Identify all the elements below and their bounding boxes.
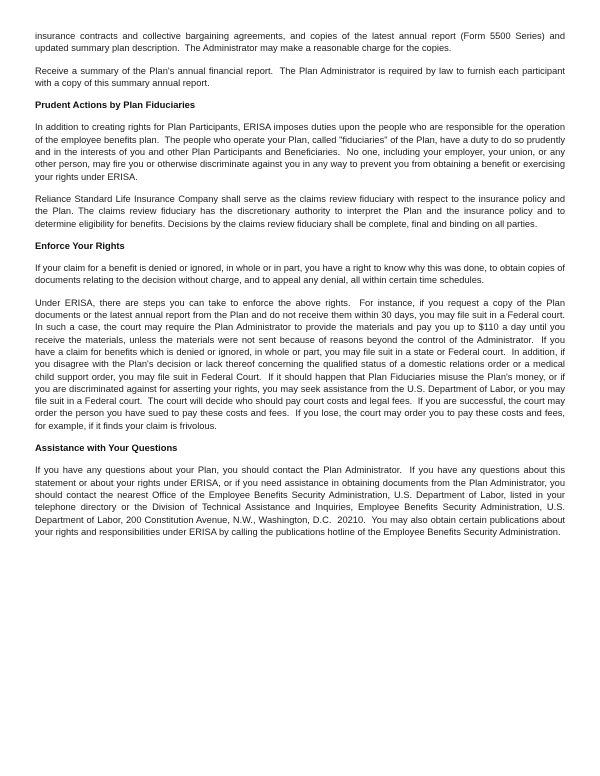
section-heading: Enforce Your Rights <box>35 239 125 251</box>
body-paragraph: Receive a summary of the Plan's annual financial report. The Plan Administrator is required by law to furnish each participant with a copy of this summary annual report. <box>35 65 568 88</box>
body-paragraph: If your claim for a benefit is denied or ignored, in whole or in part, you have a right to know why this was done, to obtain copies of documents relating to the decision without charge, and to appeal any denial, all within certain time schedules. <box>35 263 568 286</box>
body-paragraph: Reliance Standard Life Insurance Company shall serve as the claims review fiduciary with respect to the insurance policy and the Plan. The claims review fiduciary has the discretionary authority to interpret the Plan and the insurance policy and to determine eligibility for benefits. Decisions by the claims review fiduciary shall be complete, final and binding on all parties. <box>35 193 568 229</box>
body-paragraph: If you have any questions about your Plan, you should contact the Plan Administrator. If you have any questions about this statement or about your rights under ERISA, or if you need assistance in obtaining documents from the Plan Administrator, you should contact the nearest Office of the Employee Benefits Security Administration, U.S. Department of Labor, listed in your telephone directory or the Division of Technical Assistance and Inquiries, Employee Benefits Security Administration, U.S. Department of Labor, 200 Constitution Avenue, N.W., Washington, D.C. 20210. You may also obtain certain publications about your rights and responsibilities under ERISA by calling the publications hotline of the Employee Benefits Security Administration. <box>35 465 568 537</box>
body-paragraph: insurance contracts and collective bargaining agreements, and copies of the latest annual report (Form 5500 Series) and updated summary plan description. The Administrator may make a reasonable charge for the copies. <box>35 31 568 54</box>
body-paragraph: Under ERISA, there are steps you can take to enforce the above rights. For instance, if you request a copy of the Plan documents or the latest annual report from the Plan and do not receive them within 30 days, you may file suit in a Federal court. In such a case, the court may require the Plan Administrator to provide the materials and pay you up to $110 a day until you receive the materials, unless the materials were not sent because of reasons beyond the control of the Administrator. If you have a claim for benefits which is denied or ignored, in whole or part, you may file suit in a state or Federal court. In addition, if you disagree with the Plan's decision or lack thereof concerning the qualified status of a domestic relations order or a medical child support order, you may file suit in Federal Court. If it should happen that Plan Fiduciaries misuse the Plan's money, or if you are discriminated against for asserting your rights, you may seek assistance from the U.S. Department of Labor, or you may file suit in a Federal court. The court will decide who should pay court costs and legal fees. If you are successful, the court may order the person you have sued to pay these costs and fees. If you lose, the court may order you to pay these costs and fees, for example, if it finds your claim is frivolous. <box>35 297 571 431</box>
document-content <box>35 30 571 538</box>
body-paragraph: In addition to creating rights for Plan Participants, ERISA imposes duties upon the people who are responsible for the operation of the employee benefits plan. The people who operate your Plan, called "fiduciaries" of the Plan, have a duty to do so prudently and in the interests of you and other Plan Participants and Beneficiaries. No one, including your employer, your union, or any other person, may fire you or otherwise discriminate against you in any way to prevent you from obtaining a benefit or exercising your rights under ERISA. <box>35 122 568 182</box>
section-heading: Assistance with Your Questions <box>35 442 178 454</box>
section-heading: Prudent Actions by Plan Fiduciaries <box>35 99 196 111</box>
